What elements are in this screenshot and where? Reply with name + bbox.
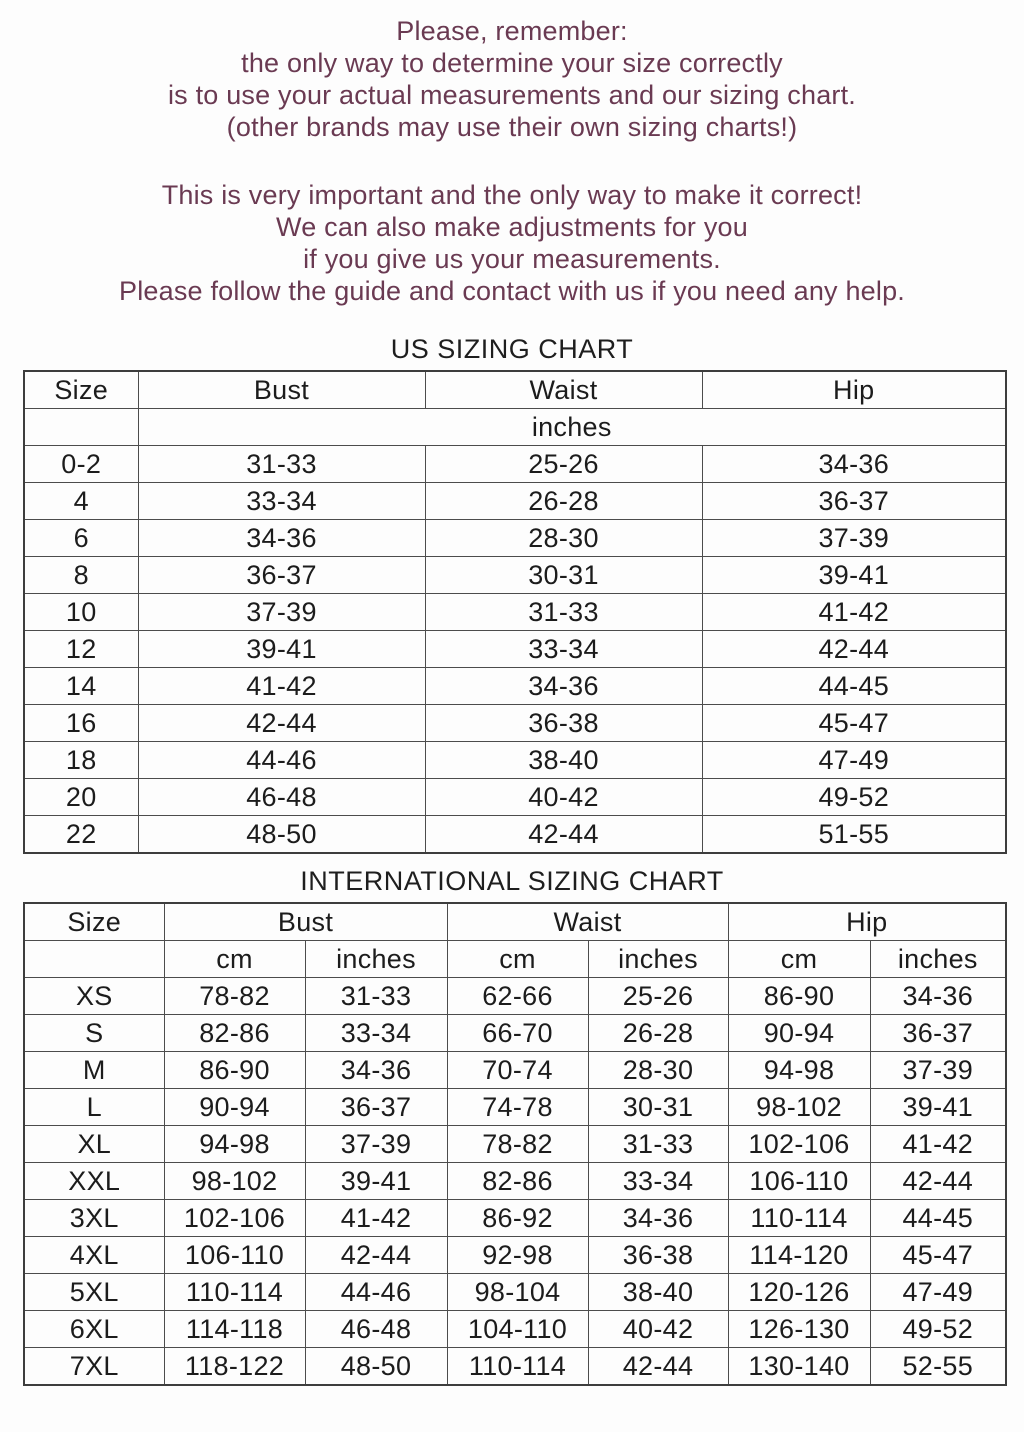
table-cell: 31-33 [588,1126,728,1163]
table-cell: 110-114 [447,1348,588,1386]
table-cell: 31-33 [138,446,425,483]
table-cell: L [24,1089,164,1126]
table-cell: XL [24,1126,164,1163]
table-cell: 49-52 [702,779,1006,816]
table-row [24,705,1006,742]
table-cell: 46-48 [305,1311,447,1348]
table-cell: 33-34 [305,1015,447,1052]
table-row [24,978,1006,1015]
table-cell: 39-41 [138,631,425,668]
table-header-row [24,903,1006,941]
table-row [24,446,1006,483]
table-header-row [24,371,1006,409]
us-table-head [24,371,1006,446]
table-cell: 42-44 [588,1348,728,1386]
intro-text [0,0,1024,307]
table-row [24,1052,1006,1089]
table-cell: 42-44 [138,705,425,742]
table-cell: 28-30 [425,520,702,557]
table-cell: 16 [24,705,138,742]
table-row [24,1126,1006,1163]
table-cell: 120-126 [728,1274,870,1311]
table-row [24,668,1006,705]
table-cell: 90-94 [164,1089,305,1126]
table-cell: 86-90 [164,1052,305,1089]
intro-line: Please, remember: [396,16,628,46]
table-cell: 28-30 [588,1052,728,1089]
table-row [24,1237,1006,1274]
table-header-row [24,941,1006,978]
table-cell: 40-42 [425,779,702,816]
table-cell: 94-98 [728,1052,870,1089]
table-cell: 45-47 [702,705,1006,742]
table-cell: 41-42 [702,594,1006,631]
table-cell: 106-110 [728,1163,870,1200]
table-cell: 110-114 [164,1274,305,1311]
table-cell: XS [24,978,164,1015]
table-cell: 78-82 [447,1126,588,1163]
table-header-cell: Waist [447,903,728,941]
table-cell: 52-55 [870,1348,1006,1386]
table-cell: 36-38 [425,705,702,742]
table-row [24,594,1006,631]
table-header-cell: inches [305,941,447,978]
table-cell: 66-70 [447,1015,588,1052]
table-header-cell: Waist [425,371,702,409]
table-cell: 36-38 [588,1237,728,1274]
table-cell: 51-55 [702,816,1006,854]
table-cell: 39-41 [305,1163,447,1200]
table-header-cell [24,409,138,446]
table-cell: 38-40 [588,1274,728,1311]
intro-line: is to use your actual measurements and our sizing chart. [167,80,857,110]
international-chart-title: INTERNATIONAL SIZING CHART [300,866,724,896]
table-header-cell: cm [164,941,305,978]
table-row [24,520,1006,557]
table-row [24,1015,1006,1052]
table-cell: 118-122 [164,1348,305,1386]
intro-block-2 [0,179,1024,307]
table-row [24,631,1006,668]
table-cell: 34-36 [305,1052,447,1089]
table-cell: 36-37 [138,557,425,594]
intro-block-1 [0,15,1024,143]
table-cell: 114-120 [728,1237,870,1274]
table-cell: 37-39 [305,1126,447,1163]
table-cell: 70-74 [447,1052,588,1089]
table-row [24,1163,1006,1200]
table-cell: 47-49 [702,742,1006,779]
table-cell: 40-42 [588,1311,728,1348]
table-cell: 30-31 [588,1089,728,1126]
table-cell: 44-46 [138,742,425,779]
table-row [24,483,1006,520]
table-cell: 10 [24,594,138,631]
table-header-cell [24,941,164,978]
table-cell: 37-39 [138,594,425,631]
table-cell: XXL [24,1163,164,1200]
table-header-cell: inches [138,409,1006,446]
table-cell: 74-78 [447,1089,588,1126]
table-cell: 3XL [24,1200,164,1237]
table-row [24,816,1006,854]
table-cell: 46-48 [138,779,425,816]
table-row [24,1200,1006,1237]
table-row [24,557,1006,594]
table-header-cell: cm [447,941,588,978]
table-cell: 82-86 [164,1015,305,1052]
table-cell: 98-102 [164,1163,305,1200]
intro-line: We can also make adjustments for you [276,212,748,242]
table-cell: 36-37 [702,483,1006,520]
table-cell: 78-82 [164,978,305,1015]
table-cell: 98-104 [447,1274,588,1311]
table-cell: 12 [24,631,138,668]
table-cell: 33-34 [425,631,702,668]
table-cell: 26-28 [425,483,702,520]
table-cell: 86-90 [728,978,870,1015]
table-header-cell: inches [870,941,1006,978]
table-cell: 14 [24,668,138,705]
intro-line: (other brands may use their own sizing charts!) [226,112,798,142]
table-cell: 44-46 [305,1274,447,1311]
table-cell: 48-50 [138,816,425,854]
table-cell: 34-36 [425,668,702,705]
table-cell: 5XL [24,1274,164,1311]
table-row [24,1311,1006,1348]
international-table-body [24,978,1006,1386]
table-cell: 86-92 [447,1200,588,1237]
table-cell: M [24,1052,164,1089]
table-cell: 26-28 [588,1015,728,1052]
table-cell: 38-40 [425,742,702,779]
table-cell: 25-26 [425,446,702,483]
table-cell: 94-98 [164,1126,305,1163]
table-cell: 41-42 [305,1200,447,1237]
table-header-cell: Bust [138,371,425,409]
table-header-cell: Size [24,903,164,941]
table-header-cell: Hip [728,903,1006,941]
table-cell: 130-140 [728,1348,870,1386]
table-row [24,779,1006,816]
table-cell: 42-44 [702,631,1006,668]
table-cell: 44-45 [870,1200,1006,1237]
table-cell: 33-34 [138,483,425,520]
table-cell: 4 [24,483,138,520]
international-sizing-table [23,902,1007,1386]
table-row [24,1348,1006,1386]
intro-line: Please follow the guide and contact with us if you need any help. [118,276,905,306]
table-cell: 44-45 [702,668,1006,705]
table-cell: 8 [24,557,138,594]
intro-line: if you give us your measurements. [303,244,721,274]
table-cell: 42-44 [305,1237,447,1274]
table-cell: 39-41 [870,1089,1006,1126]
table-cell: 33-34 [588,1163,728,1200]
table-cell: 42-44 [425,816,702,854]
table-row [24,742,1006,779]
table-cell: 25-26 [588,978,728,1015]
table-cell: 22 [24,816,138,854]
international-table-head [24,903,1006,978]
table-cell: 42-44 [870,1163,1006,1200]
table-cell: 36-37 [870,1015,1006,1052]
table-cell: 41-42 [138,668,425,705]
us-table-body [24,446,1006,854]
table-header-cell: Size [24,371,138,409]
table-cell: 110-114 [728,1200,870,1237]
table-cell: 31-33 [425,594,702,631]
table-cell: 37-39 [870,1052,1006,1089]
table-header-cell: cm [728,941,870,978]
table-cell: 126-130 [728,1311,870,1348]
table-cell: 102-106 [728,1126,870,1163]
table-cell: 90-94 [728,1015,870,1052]
table-cell: 41-42 [870,1126,1006,1163]
table-cell: 6 [24,520,138,557]
table-cell: 0-2 [24,446,138,483]
table-cell: 62-66 [447,978,588,1015]
table-cell: 7XL [24,1348,164,1386]
table-cell: 39-41 [702,557,1006,594]
table-cell: 48-50 [305,1348,447,1386]
us-chart-title: US SIZING CHART [390,334,634,364]
table-cell: 102-106 [164,1200,305,1237]
table-row [24,1089,1006,1126]
table-row [24,1274,1006,1311]
table-cell: 34-36 [588,1200,728,1237]
table-cell: 20 [24,779,138,816]
table-cell: 37-39 [702,520,1006,557]
table-cell: 45-47 [870,1237,1006,1274]
table-cell: 34-36 [702,446,1006,483]
table-cell: 98-102 [728,1089,870,1126]
table-cell: 4XL [24,1237,164,1274]
table-header-cell: Hip [702,371,1006,409]
table-cell: S [24,1015,164,1052]
table-cell: 106-110 [164,1237,305,1274]
table-cell: 92-98 [447,1237,588,1274]
table-cell: 104-110 [447,1311,588,1348]
table-cell: 114-118 [164,1311,305,1348]
table-cell: 36-37 [305,1089,447,1126]
table-header-row [24,409,1006,446]
table-cell: 34-36 [870,978,1006,1015]
table-header-cell: inches [588,941,728,978]
table-cell: 31-33 [305,978,447,1015]
table-cell: 49-52 [870,1311,1006,1348]
table-cell: 47-49 [870,1274,1006,1311]
table-header-cell: Bust [164,903,447,941]
table-cell: 82-86 [447,1163,588,1200]
intro-line: the only way to determine your size correctly [241,48,783,78]
table-cell: 34-36 [138,520,425,557]
table-cell: 30-31 [425,557,702,594]
us-sizing-table [23,370,1007,854]
intro-line: This is very important and the only way to make it correct! [161,180,863,210]
table-cell: 18 [24,742,138,779]
table-cell: 6XL [24,1311,164,1348]
